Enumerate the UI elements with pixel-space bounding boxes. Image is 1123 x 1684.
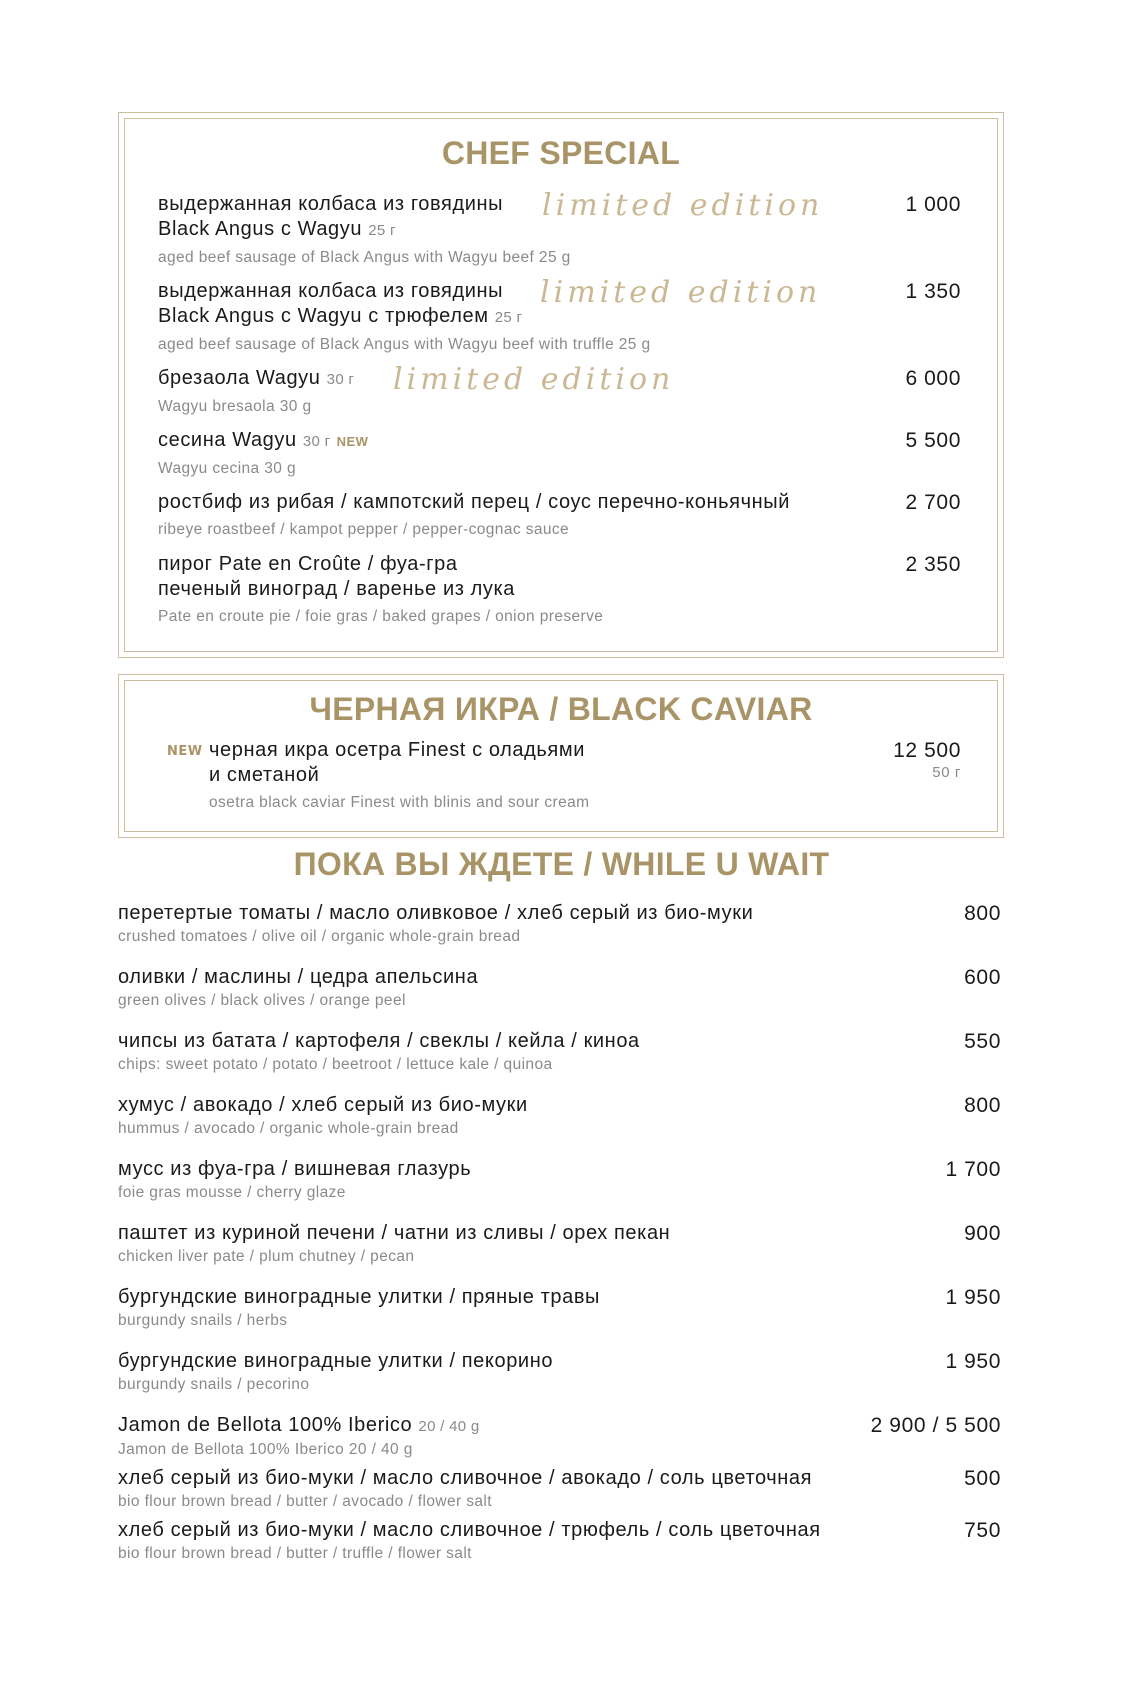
item-weight: 25 г [494, 309, 523, 326]
item-name-ru-line2: печеный виноград / варенье из лука [158, 578, 516, 600]
item-name-ru: ростбиф из рибая / кампотский перец / соус перечно-коньячный [158, 491, 790, 513]
item-name-en: crushed tomatoes / olive oil / organic whole-grain bread [118, 928, 521, 945]
menu-item [118, 1413, 480, 1460]
while-u-wait-title: ПОКА ВЫ ЖДЕТЕ / WHILE U WAIT [293, 846, 830, 882]
new-badge: NEW [167, 744, 203, 759]
item-name-en: hummus / avocado / organic whole-grain bread [118, 1120, 459, 1137]
item-name-ru: пирог Pate en Croûte / фуа-гра [158, 553, 458, 575]
item-weight: 30 г [326, 371, 355, 388]
item-price: 1 950 [945, 1286, 1001, 1309]
item-name-ru: Jamon de Bellota 100% Iberico [118, 1414, 413, 1436]
item-name-ru-line2: Black Angus с Wagyu с трюфелем [158, 305, 489, 327]
item-weight: 30 г [302, 433, 331, 450]
item-name-ru: хлеб серый из био-муки / масло сливочное / трюфель / соль цветочная [118, 1519, 821, 1541]
item-name-ru: бургундские виноградные улитки / пряные травы [118, 1286, 601, 1308]
menu-item [158, 428, 368, 479]
item-price: 1 950 [945, 1350, 1001, 1373]
item-name-en: Wagyu bresaola 30 g [158, 398, 312, 415]
item-name-ru-line2: и сметаной [209, 764, 320, 786]
item-price: 2 900 / 5 500 [870, 1414, 1001, 1437]
limited-edition-label: limited edition [393, 362, 675, 397]
item-price: 800 [964, 1094, 1001, 1117]
item-name-ru: хумус / авокадо / хлеб серый из био-муки [118, 1094, 528, 1116]
item-name-ru: выдержанная колбаса из говядины [158, 280, 504, 302]
item-name-ru: бургундские виноградные улитки / пекорино [118, 1350, 554, 1372]
item-name-ru: паштет из куриной печени / чатни из сливы / орех пекан [118, 1222, 671, 1244]
item-name-ru: черная икра осетра Finest с оладьями [209, 739, 585, 761]
item-price: 1 000 [905, 193, 961, 216]
item-name-en: chips: sweet potato / potato / beetroot / lettuce kale / quinoa [118, 1056, 553, 1073]
menu-item [118, 1093, 528, 1139]
item-name-en: green olives / black olives / orange peel [118, 992, 406, 1009]
item-name-ru: выдержанная колбаса из говядины [158, 193, 504, 215]
menu-item [118, 1349, 553, 1395]
item-price: 1 700 [945, 1158, 1001, 1181]
item-name-en: foie gras mousse / cherry glaze [118, 1184, 346, 1201]
item-name-en: Pate en croute pie / foie gras / baked grapes / onion preserve [158, 608, 604, 625]
menu-item [118, 965, 478, 1011]
item-name-ru: чипсы из батата / картофеля / свеклы / кейла / киноа [118, 1030, 640, 1052]
item-name-ru: мусс из фуа-гра / вишневая глазурь [118, 1158, 472, 1180]
new-badge: NEW [336, 434, 369, 449]
item-price: 800 [964, 902, 1001, 925]
item-name-ru: хлеб серый из био-муки / масло сливочное / авокадо / соль цветочная [118, 1467, 813, 1489]
limited-edition-label: limited edition [540, 275, 822, 310]
item-price: 550 [964, 1030, 1001, 1053]
item-price: 5 500 [905, 429, 961, 452]
item-name-en: chicken liver pate / plum chutney / pecan [118, 1248, 415, 1265]
item-name-en: Wagyu cecina 30 g [158, 460, 297, 477]
item-price: 500 [964, 1467, 1001, 1490]
item-name-en: Jamon de Bellota 100% Iberico 20 / 40 g [118, 1441, 413, 1458]
menu-item [158, 192, 571, 268]
item-price: 900 [964, 1222, 1001, 1245]
item-name-ru: перетертые томаты / масло оливковое / хлеб серый из био-муки [118, 902, 754, 924]
black-caviar-title: ЧЕРНАЯ ИКРА / BLACK CAVIAR [309, 691, 813, 727]
item-name-en: aged beef sausage of Black Angus with Wagyu beef 25 g [158, 249, 571, 266]
menu-item [158, 490, 790, 540]
menu-item [118, 1029, 640, 1075]
item-price-value: 12 500 [893, 739, 961, 762]
menu-item [118, 901, 753, 947]
item-price: 6 000 [905, 367, 961, 390]
item-price: 600 [964, 966, 1001, 989]
item-name-en: aged beef sausage of Black Angus with Wagyu beef with truffle 25 g [158, 336, 651, 353]
item-name-ru: оливки / маслины / цедра апельсина [118, 966, 479, 988]
menu-item [118, 1518, 821, 1564]
item-name-en: bio flour brown bread / butter / avocado / flower salt [118, 1493, 492, 1510]
menu-item [118, 1466, 812, 1512]
item-name-ru-line2: Black Angus с Wagyu [158, 218, 363, 240]
item-weight: 20 / 40 g [418, 1418, 480, 1435]
menu-item [118, 1285, 600, 1331]
item-price [893, 738, 961, 783]
item-price: 750 [964, 1519, 1001, 1542]
item-weight: 50 г [932, 764, 961, 781]
limited-edition-label: limited edition [542, 188, 824, 223]
item-name-ru: брезаола Wagyu [158, 367, 321, 389]
item-name-en: osetra black caviar Finest with blinis and sour cream [209, 794, 590, 811]
item-name-ru: сесина Wagyu [158, 429, 297, 451]
menu-item [158, 552, 603, 627]
item-name-en: bio flour brown bread / butter / truffle / flower salt [118, 1545, 472, 1562]
menu-item [118, 1157, 471, 1203]
item-name-en: burgundy snails / pecorino [118, 1376, 310, 1393]
menu-item [158, 366, 354, 417]
item-name-en: ribeye roastbeef / kampot pepper / pepper-cognac sauce [158, 521, 570, 538]
menu-item [209, 738, 589, 813]
item-price: 2 700 [905, 491, 961, 514]
item-price: 1 350 [905, 280, 961, 303]
item-name-en: burgundy snails / herbs [118, 1312, 288, 1329]
item-weight: 25 г [368, 222, 396, 239]
chef-special-title: CHEF SPECIAL [441, 135, 681, 171]
menu-item [118, 1221, 670, 1267]
item-price: 2 350 [905, 553, 961, 576]
